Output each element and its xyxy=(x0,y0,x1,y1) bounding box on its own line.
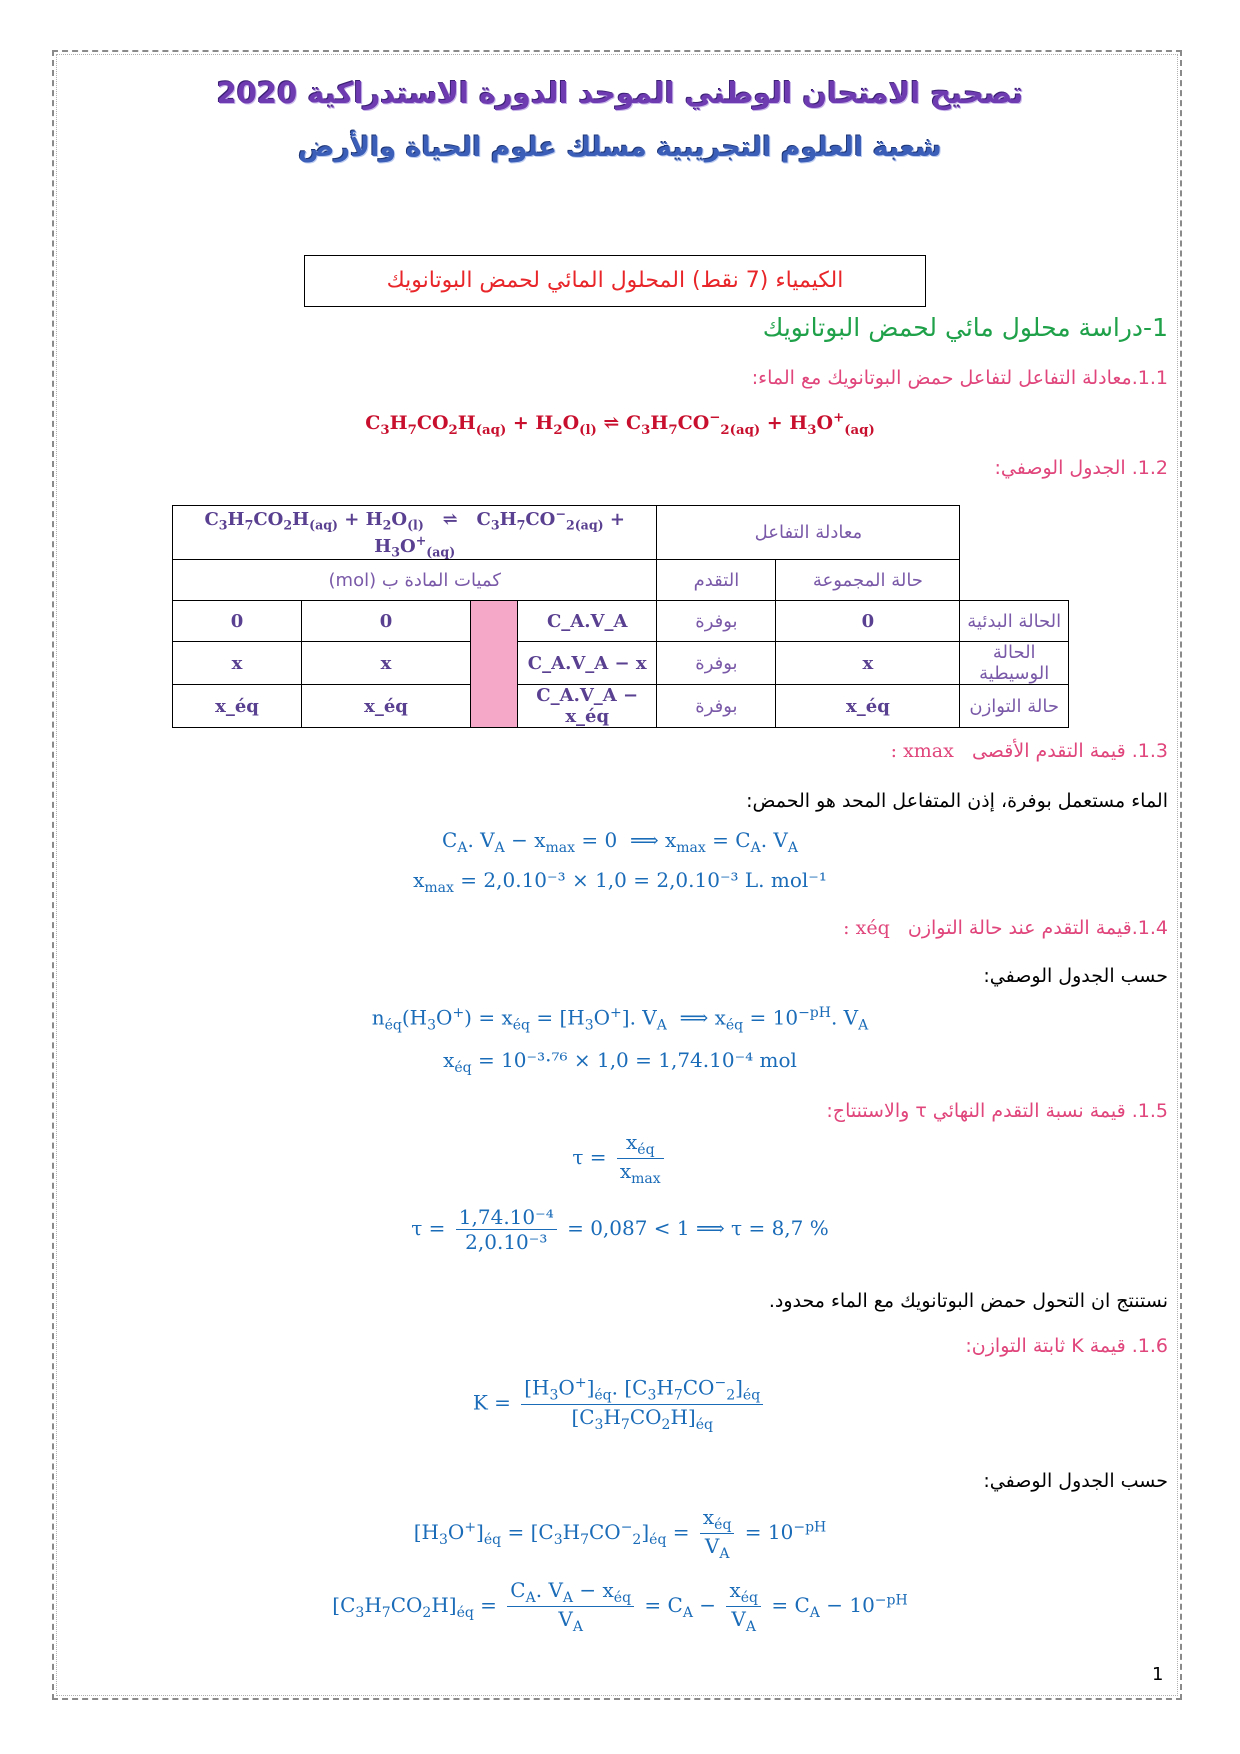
table-cell-acid: C_A.V_A xyxy=(518,601,657,642)
question-1-2: 1.2. الجدول الوصفي: xyxy=(994,457,1168,479)
table-cell-base: x xyxy=(302,642,471,685)
question-1-3-label: 1.3. قيمة التقدم الأقصى xyxy=(971,740,1168,762)
progress-table xyxy=(172,505,1069,728)
tau-definition: τ = $\frac{x_{éq}}{x_{max}}$ xyxy=(0,1130,1240,1187)
h3o-concentration: $[H_3O^+]_{éq} = [C_3H_7CO^-_2]_{éq}$ = $\frac{x_{éq}}{V_A}$ = $10^{-pH}$ xyxy=(413,1505,827,1562)
table-row xyxy=(173,506,1069,560)
question-1-1: 1.1.معادلة التفاعل لتفاعل حمض البوتانويك مع الماء: xyxy=(751,367,1168,389)
table-cell-state: الحالة البدئية xyxy=(960,601,1069,642)
q14-text: حسب الجدول الوصفي: xyxy=(983,965,1168,987)
question-1-4 xyxy=(843,917,1168,939)
table-cell-water: بوفرة xyxy=(657,685,776,728)
table-equation-cell: $C_3H_7CO_2H_{(aq)} + H_2O_{(l)}$ ⇌ $C_3H_7CO^-_{2(aq)} + H_3O^+_{(aq)}$ xyxy=(173,506,657,560)
k-definition: K = $\frac{[H_3O^+]_{éq}. [C_3H_7CO^-_2]_{éq}}{[C_3H_7CO_2H]_{éq}}$ xyxy=(0,1375,1240,1433)
page-title: تصحيح الامتحان الوطني الموحد الدورة الاستدراكية 2020 xyxy=(216,76,1024,110)
table-row xyxy=(173,601,1069,642)
table-row xyxy=(173,560,1069,601)
question-1-3-symbol: xmax : xyxy=(890,740,954,762)
table-cell-h3o: x_éq xyxy=(173,685,302,728)
tau-numerator: 1,74.10⁻⁴ xyxy=(456,1205,557,1230)
page-number: 1 xyxy=(1152,1664,1164,1685)
q13-text: الماء مستعمل بوفرة، إذن المتفاعل المحد هو الحمض: xyxy=(746,790,1168,812)
q15-conclusion: نستنتج ان التحول حمض البوتانويك مع الماء محدود. xyxy=(768,1290,1168,1312)
table-cell-state: حالة التوازن xyxy=(960,685,1069,728)
tau-denominator: 2,0.10⁻³ xyxy=(465,1230,548,1254)
table-state-label: حالة المجموعة xyxy=(776,560,960,601)
table-row xyxy=(173,642,1069,685)
table-cell-base: 0 xyxy=(302,601,471,642)
page-subtitle: شعبة العلوم التجريبية مسلك علوم الحياة والأرض xyxy=(298,132,942,163)
table-cell-water: بوفرة xyxy=(657,642,776,685)
tau-numeric: τ = $\frac{\text{1,74.10⁻⁴}}{\text{2,0.10⁻³}}$ = 0,087 < 1 ⟹ τ = 8,7 % xyxy=(411,1205,829,1254)
table-quantities-label: كميات المادة ب (mol) xyxy=(173,560,657,601)
xmax-numeric: $x_{max} = 2,0.10^{-3} \times 1,0 = 2,0.10^{-3}$ L. mol⁻¹ xyxy=(413,868,827,896)
question-1-3 xyxy=(891,740,1168,762)
xeq-value: 10⁻³·⁷⁶ × 1,0 = 1,74.10⁻⁴ mol xyxy=(501,1048,797,1072)
table-cell-adv: x xyxy=(776,642,960,685)
table-cell-water: بوفرة xyxy=(657,601,776,642)
table-cell-state: الحالة الوسيطية xyxy=(960,642,1069,685)
table-row xyxy=(173,685,1069,728)
table-cell-acid: C_A.V_A − x_éq xyxy=(518,685,657,728)
table-eq-label: معادلة التفاعل xyxy=(657,506,960,560)
q16-text: حسب الجدول الوصفي: xyxy=(983,1470,1168,1492)
part1-heading: 1-دراسة محلول مائي لحمض البوتانويك xyxy=(762,313,1168,342)
xeq-numeric: $x_{éq} = 10^{-3}\cdot^{76} \times 1,0 = 1,74.10^{-4}$ mol xyxy=(443,1048,797,1076)
xmax-equation: $C_A$. $V_A - x_{max} = 0$ ⟹ $x_{max} = C_A$. $V_A$ xyxy=(442,828,798,856)
table-cell-h3o: 0 xyxy=(173,601,302,642)
table-cell-adv: x_éq xyxy=(776,685,960,728)
table-cell-base: x_éq xyxy=(302,685,471,728)
question-1-4-label: 1.4.قيمة التقدم عند حالة التوازن xyxy=(907,917,1168,939)
tau-result: = 0,087 < 1 ⟹ τ = 8,7 % xyxy=(567,1216,829,1240)
acid-concentration: $[C_3H_7CO_2H]_{éq}$ = $\frac{C_A. V_A - x_{éq}}{V_A}$ = $C_A$ − $\frac{x_{éq}}{V_A}$ = $C_A - 10^{-pH}$ xyxy=(332,1578,908,1635)
xmax-value: 2,0.10⁻³ × 1,0 = 2,0.10⁻³ L. mol⁻¹ xyxy=(483,868,827,892)
question-1-5: 1.5. قيمة نسبة التقدم النهائي τ والاستنتاج: xyxy=(826,1100,1168,1122)
reaction-equation: $C_3H_7CO_2H_{(aq)} + H_2O_{(l)}$ ⇌ $C_3H_7CO^-_{2(aq)} + H_3O^+_{(aq)}$ xyxy=(365,410,875,438)
table-cell-adv: 0 xyxy=(776,601,960,642)
question-1-4-symbol: xéq : xyxy=(843,917,890,939)
xeq-equation: $n_{éq}(H_3O^+) = x_{éq} = [H_3O^+]$. $V_A$ ⟹ $x_{éq} = 10^{-pH}$. $V_A$ xyxy=(371,1005,869,1034)
section-title-box: الكيمياء (7 نقط) المحلول المائي لحمض البوتانويك xyxy=(304,255,926,307)
table-cell-h3o: x xyxy=(173,642,302,685)
question-1-6: 1.6. قيمة K ثابتة التوازن: xyxy=(965,1335,1168,1357)
table-advance-label: التقدم xyxy=(657,560,776,601)
table-water-separator xyxy=(471,601,518,728)
table-cell-acid: C_A.V_A − x xyxy=(518,642,657,685)
